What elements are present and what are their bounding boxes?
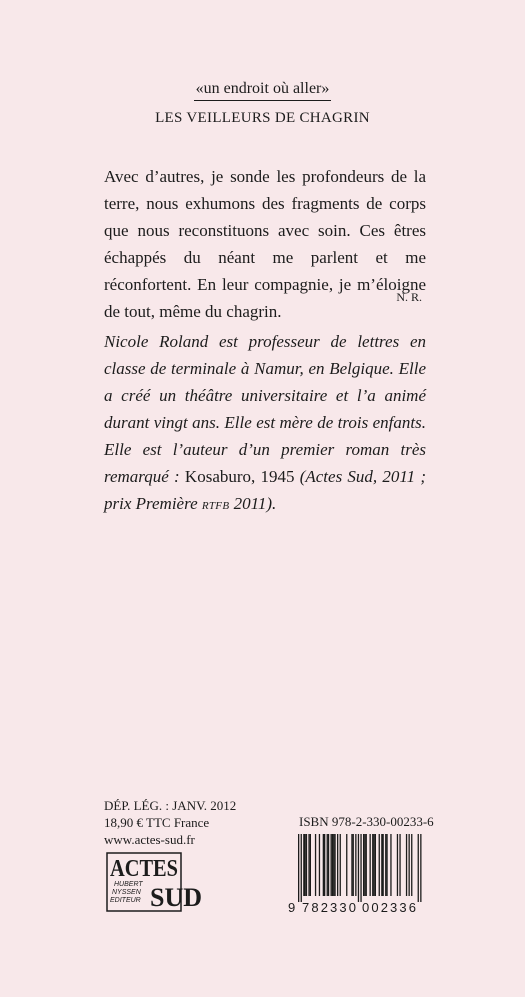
actes-sud-logo-graphic [106,852,203,912]
isbn-label: ISBN 978-2-330-00233-6 [299,814,434,829]
logo-hubert: HUBERT [114,881,143,888]
barcode-bar [340,834,341,896]
barcode-bar [319,834,320,896]
barcode-bar [334,834,335,896]
barcode-bar [420,834,421,902]
barcode-bar [383,834,384,896]
barcode-bar [327,834,328,896]
barcode-bar [355,834,356,896]
blurb [104,163,426,325]
barcode-bar [332,834,333,896]
barcode-bar [310,834,311,896]
barcode-bar [315,834,316,896]
barcode-bar [303,834,304,896]
barcode-bar [411,834,412,896]
barcode-bar [385,834,386,896]
book-title: LES VEILLEURS DE CHAGRIN [155,110,370,126]
barcode-bar [323,834,324,896]
barcode-bar [298,834,299,902]
barcode-bar [379,834,380,896]
barcode-bar [364,834,365,896]
barcode-bar [399,834,400,896]
logo-nyssen: NYSSEN [112,889,141,896]
logo-actes: ACTES [110,856,178,882]
barcode-bar [324,834,325,896]
barcode-bar [386,834,387,896]
barcode-bar [337,834,338,896]
ean-right-digits: 002336 [362,900,416,915]
barcode-graphic [288,832,426,914]
actes-sud-logo [106,852,203,912]
barcode-bar [306,834,307,896]
barcode-bar [351,834,352,896]
barcode-bar [353,834,354,896]
barcode-bar [360,834,361,902]
legal-depot: DÉP. LÉG. : JANV. 2012 [104,798,237,813]
barcode-bar [397,834,398,896]
bio-rtfb: RTFB [201,500,230,512]
barcode [288,832,426,914]
barcode-bar [358,834,359,902]
blurb-initials: N. R. [396,290,422,304]
bio-part-3: 2011). [229,494,277,513]
barcode-bar [331,834,332,896]
bio-part-2: (Actes Sud, 2011 ; prix Première [104,467,426,513]
logo-sud: SUD [150,883,203,912]
barcode-bar [301,834,302,902]
legal-price: 18,90 € TTC France [104,815,210,830]
ean-first-digit: 9 [288,900,296,915]
barcode-bar [406,834,407,896]
barcode-bar [305,834,306,896]
barcode-bar [363,834,364,896]
bio-novel-title: Kosaburo, 1945 [179,467,300,486]
barcode-bar [366,834,367,896]
barcode-bar [375,834,376,896]
barcode-bar [308,834,309,896]
barcode-bar [409,834,410,896]
barcode-bar [328,834,329,896]
series-text: «un endroit où aller» [194,80,332,101]
barcode-bar [390,834,391,896]
barcode-bar [333,834,334,896]
legal-info [104,797,236,848]
barcode-bar [381,834,382,896]
barcode-bar [418,834,419,902]
ean-left-digits: 782330 [302,900,356,915]
legal-website: www.actes-sud.fr [104,832,195,847]
bio-part-1: Nicole Roland est professeur de lettres en classe de terminale à Namur, en Belgique. Elle a créé un théâtre universitaire et l’a animé durant vingt ans. Elle est mère de trois enfants. Elle est l’auteur d’un premier roman très remarqué : [104,332,426,486]
barcode-bar [373,834,374,896]
blurb-text: Avec d’autres, je sonde les profondeurs de la terre, nous exhumons des fragments de corps que nous reconstituons avec soin. Ces êtres échappés du néant me parlent et me réconfortent. En leur compagnie, je m’éloigne de tout, même du chagrin. [104,167,426,321]
author-bio [104,328,426,520]
logo-editeur: EDITEUR [110,897,141,904]
barcode-bar [370,834,371,896]
series-label [0,80,525,101]
barcode-bar [346,834,347,896]
barcode-bar [372,834,373,896]
